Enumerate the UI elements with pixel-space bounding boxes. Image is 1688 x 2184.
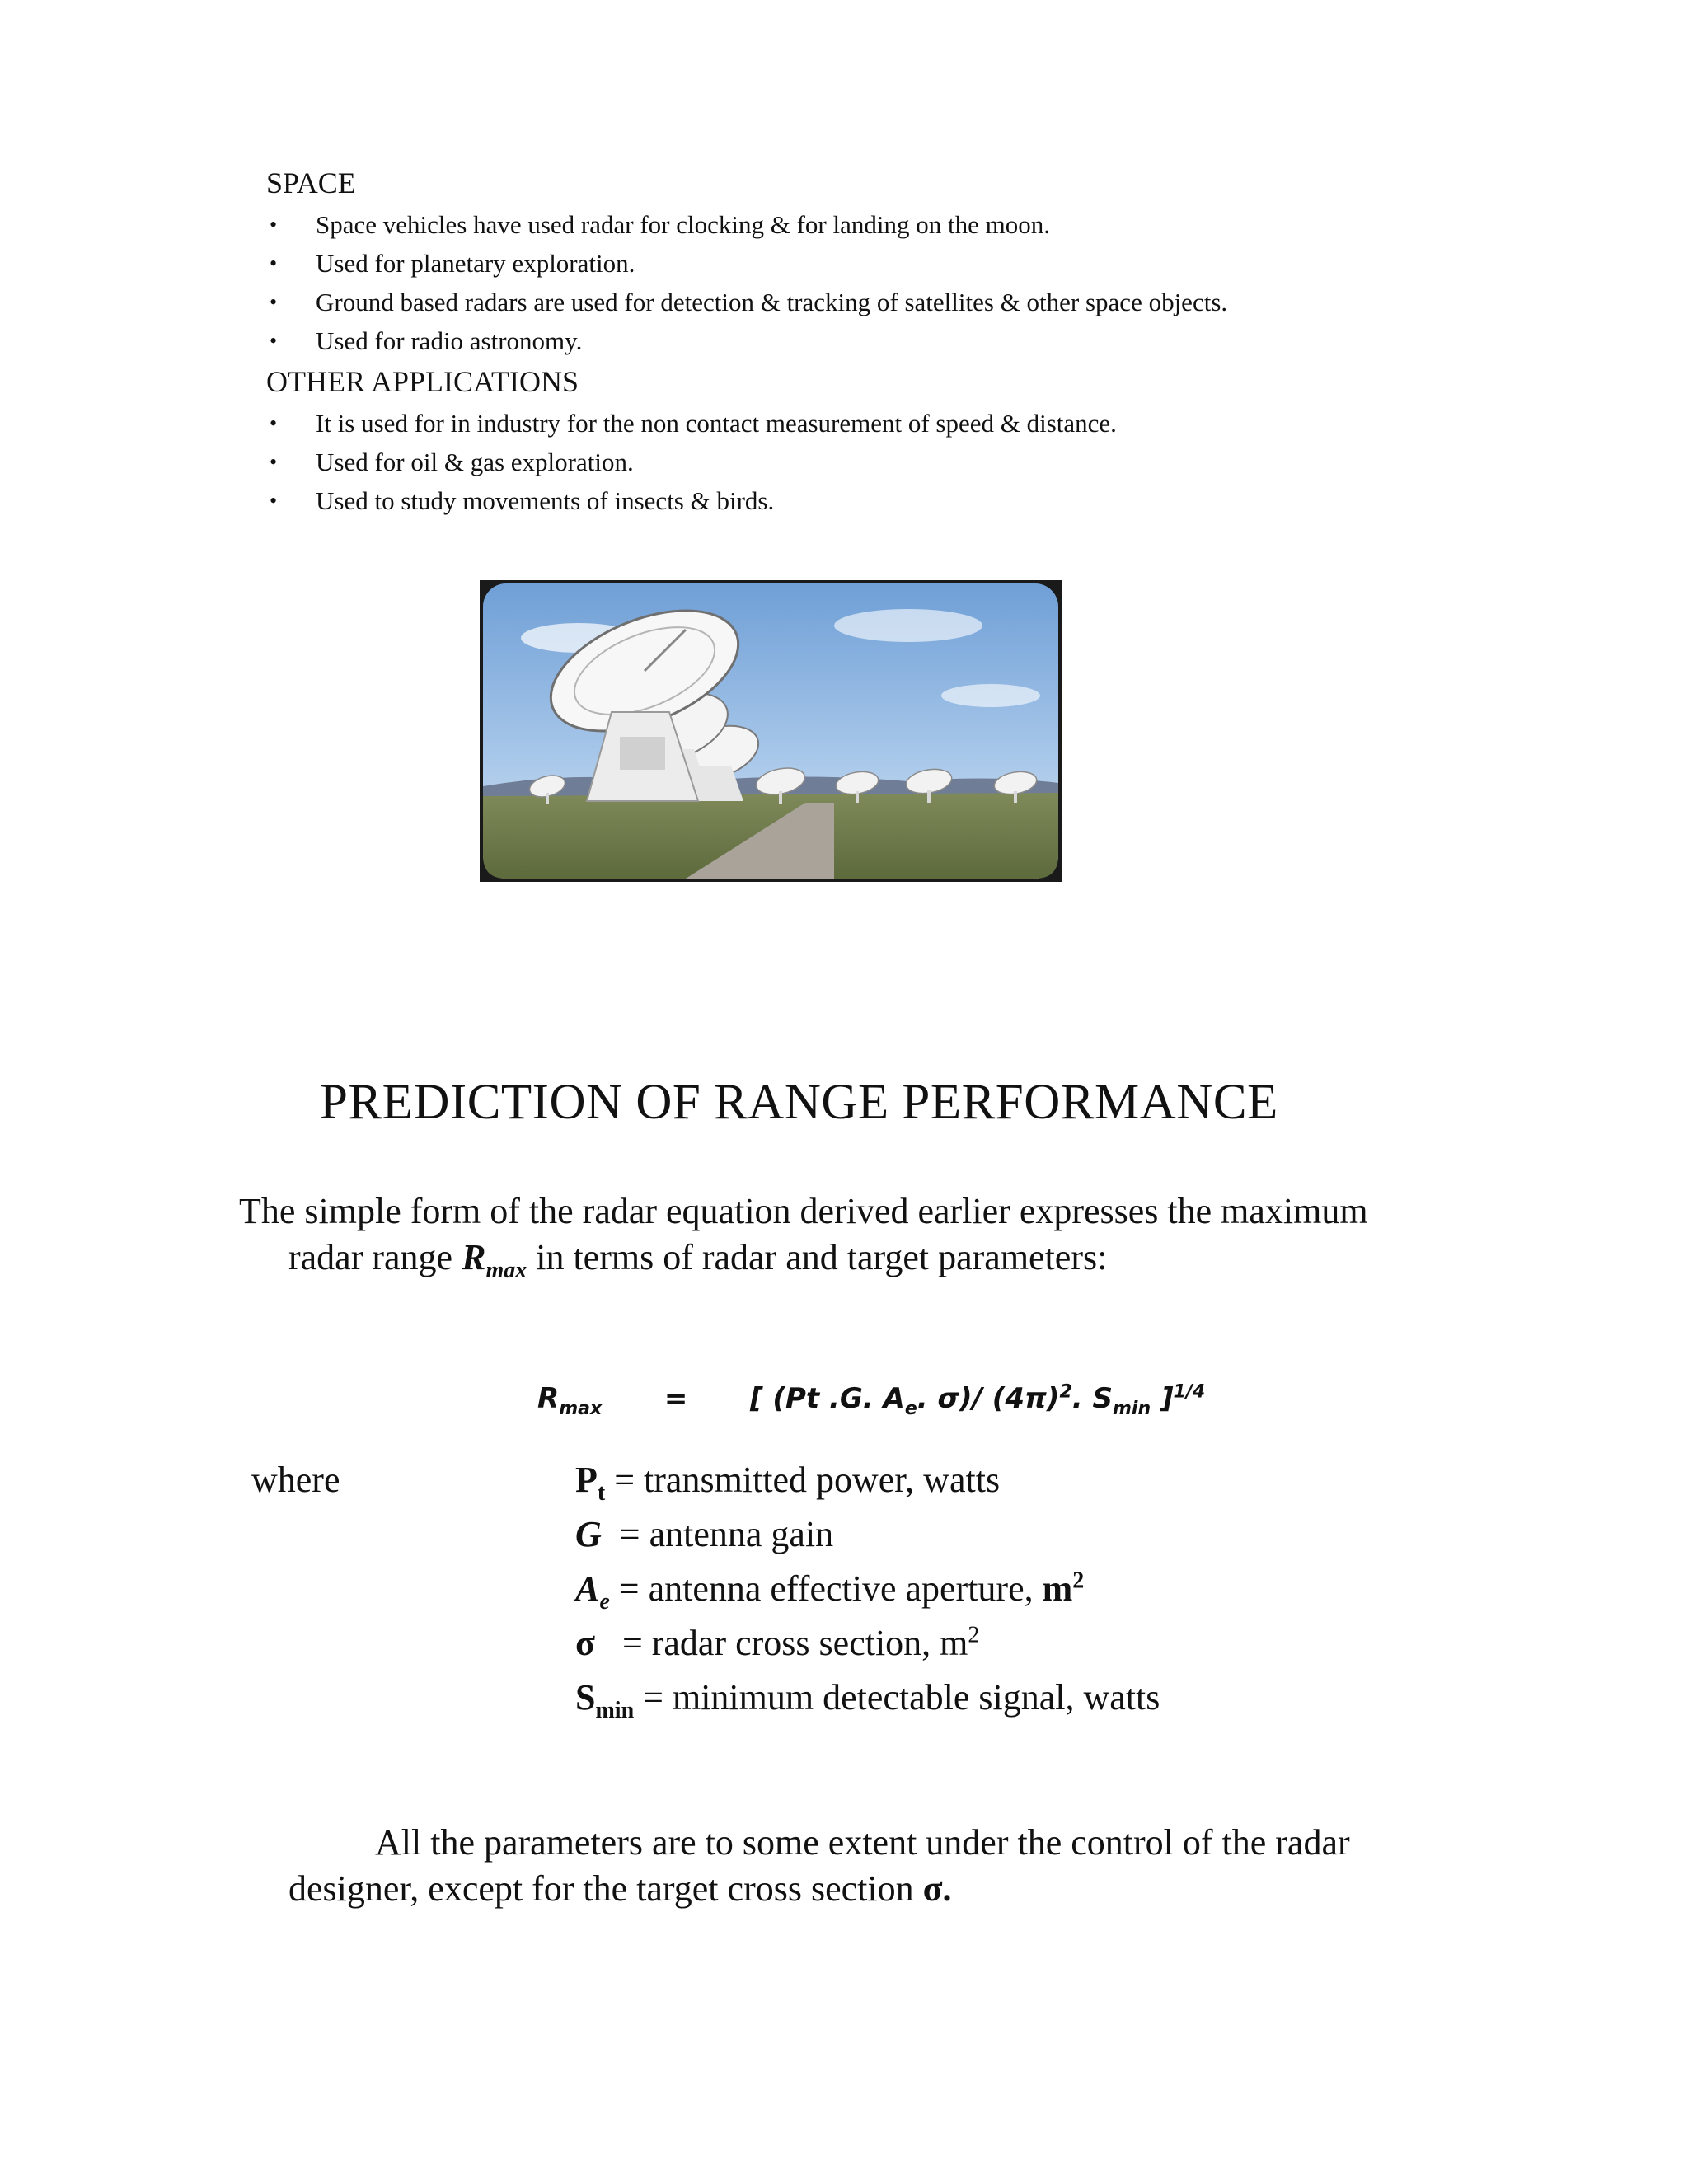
bullet-icon: • [270,411,278,435]
bullet-icon: • [270,290,278,314]
symbol-g: G [575,1514,602,1554]
parameter-definitions [575,1457,1160,1729]
intro-line-2: radar range $R_{max}$ in terms of radar and target parameters: [288,1237,1108,1283]
symbol-sigma: σ [575,1623,595,1663]
bullet-icon: • [270,329,278,353]
list-item: • Used to study movements of insects & birds. [266,481,1117,520]
page-title: PREDICTION OF RANGE PERFORMANCE [320,1075,1278,1130]
definition-pt: $P_t$ = transmitted power, watts [575,1457,1160,1511]
list-item: • It is used for in industry for the non contact measurement of speed & distance. [266,404,1117,443]
equation-equals: = [663,1382,688,1416]
list-item: • Used for radio astronomy. [266,321,1227,360]
other-applications-heading: OTHER APPLICATIONS [266,365,579,398]
definition-sigma: σ = radar cross section, $m^2$ [575,1620,1160,1675]
bullet-icon: • [270,489,278,513]
equation-rhs: [ (Pt .G. $A_e$. σ)/ $(4\pi)^2$. $S_{min}$ ]$^{1/4}$ [750,1382,1206,1420]
intro-line-1: The simple form of the radar equation derived earlier expresses the maximum [239,1191,1368,1231]
definition-g: G = antenna gain [575,1511,1160,1566]
space-heading: SPACE [266,166,356,199]
radio-telescope-illustration [480,580,1062,882]
bullet-icon: • [270,213,278,237]
equation-lhs: $R_{max}$ [537,1382,603,1420]
symbol-ae: $A_e$ [575,1568,610,1615]
bullet-icon: • [270,251,278,275]
where-label: where [251,1460,340,1500]
radar-equation [537,1372,1205,1430]
list-item: • Ground based radars are used for detection & tracking of satellites & other space objects. [266,283,1227,321]
list-item: • Used for planetary exploration. [266,244,1227,283]
symbol-smin: $S_{min}$ [575,1677,635,1723]
rmax-variable: $R_{max}$ [462,1237,528,1283]
symbol-pt: $P_t$ [575,1460,606,1506]
list-item: • Used for oil & gas exploration. [266,443,1117,481]
sigma-symbol: σ. [922,1868,952,1909]
list-item: • Space vehicles have used radar for clocking & for landing on the moon. [266,205,1227,244]
other-applications-list [266,404,1117,520]
radio-telescope-photo [480,580,1062,882]
closing-line-1: All the parameters are to some extent under the control of the radar [375,1822,1350,1863]
bullet-icon: • [270,450,278,474]
closing-line-2: designer, except for the target cross section σ. [288,1868,952,1909]
definition-smin: $S_{min}$ = minimum detectable signal, watts [575,1675,1160,1729]
space-list [266,205,1227,360]
definition-ae: $A_e$ = antenna effective aperture, $m^2$ [575,1566,1160,1620]
